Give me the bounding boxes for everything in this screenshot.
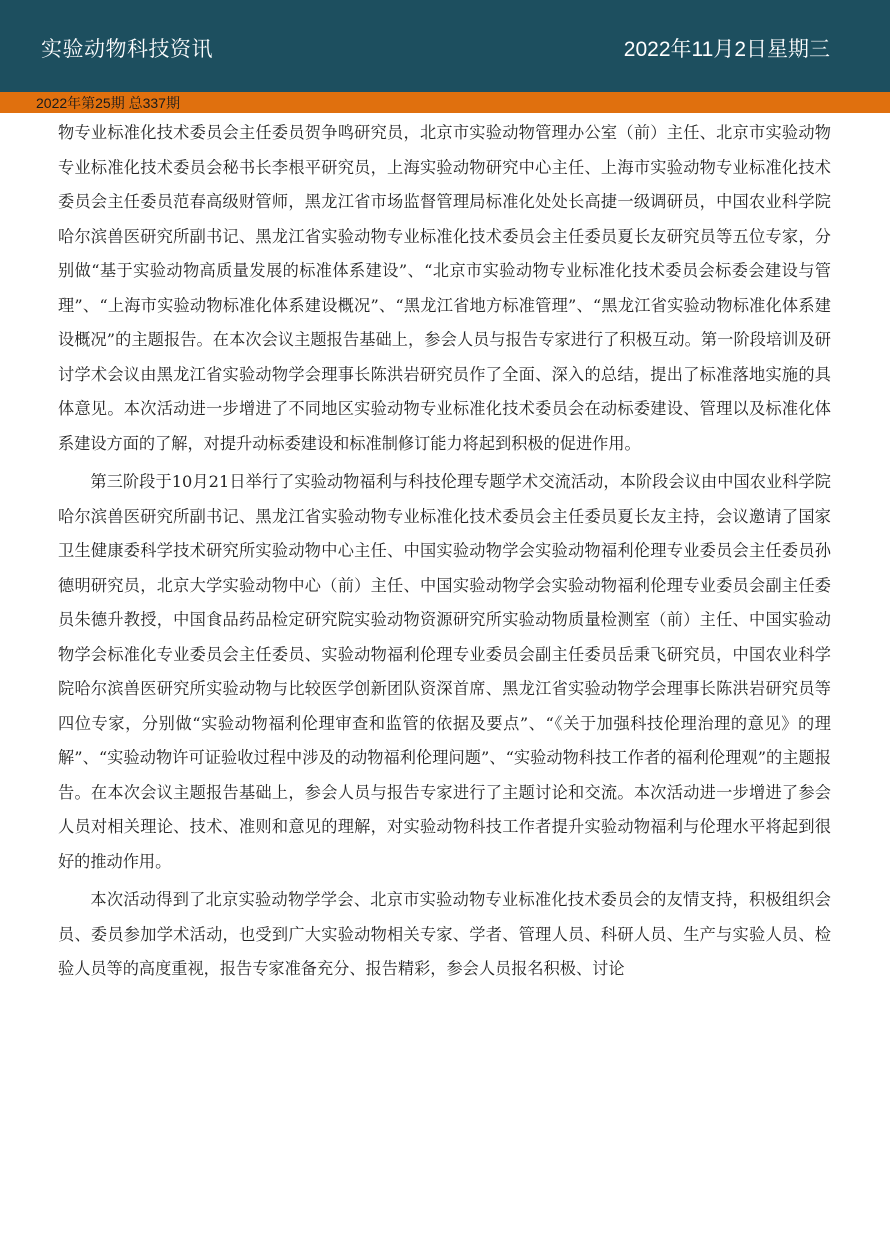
- paragraph: 物专业标准化技术委员会主任委员贺争鸣研究员，北京市实验动物管理办公室（前）主任、北京市实验动物专业标准化技术委员会秘书长李根平研究员，上海实验动物研究中心主任、上海市实验动物专业标准化技术委员会主任委员范春高级财管师，黑龙江省市场监督管理局标准化处处长高捷一级调研员，中国农业科学院哈尔滨兽医研究所副书记、黑龙江省实验动物专业标准化技术委员会主任委员夏长友研究员等五位专家，分别做“基于实验动物高质量发展的标准体系建设”、“北京市实验动物专业标准化技术委员会标委会建设与管理”、“上海市实验动物标准化体系建设概况”、“黑龙江省地方标准管理”、“黑龙江省实验动物标准化体系建设概况”的主题报告。在本次会议主题报告基础上，参会人员与报告专家进行了积极互动。第一阶段培训及研讨学术会议由黑龙江省实验动物学会理事长陈洪岩研究员作了全面、深入的总结，提出了标准落地实施的具体意见。本次活动进一步增进了不同地区实验动物专业标准化技术委员会在动标委建设、管理以及标准化体系建设方面的了解，对提升动标委建设和标准制修订能力将起到积极的促进作用。: [58, 123, 831, 453]
- issue-number: 2022年第25期 总337期: [36, 95, 180, 111]
- publication-title: 实验动物科技资讯: [41, 38, 213, 61]
- paragraph: 第三阶段于10月21日举行了实验动物福利与科技伦理专题学术交流活动，本阶段会议由中国农业科学院哈尔滨兽医研究所副书记、黑龙江省实验动物专业标准化技术委员会主任委员夏长友主持，会议邀请了国家卫生健康委科学技术研究所实验动物中心主任、中国实验动物学会实验动物福利伦理专业委员会主任委员孙德明研究员，北京大学实验动物中心（前）主任、中国实验动物学会实验动物福利伦理专业委员会副主任委员朱德升教授，中国食品药品检定研究院实验动物资源研究所实验动物质量检测室（前）主任、中国实验动物学会标准化专业委员会主任委员、实验动物福利伦理专业委员会副主任委员岳秉飞研究员，中国农业科学院哈尔滨兽医研究所实验动物与比较医学创新团队资深首席、黑龙江省实验动物学会理事长陈洪岩研究员等四位专家，分别做“实验动物福利伦理审查和监管的依据及要点”、“《关于加强科技伦理治理的意见》的理解”、“实验动物许可证验收过程中涉及的动物福利伦理问题”、“实验动物科技工作者的福利伦理观”的主题报告。在本次会议主题报告基础上，参会人员与报告专家进行了主题讨论和交流。本次活动进一步增进了参会人员对相关理论、技术、准则和意见的理解，对实验动物科技工作者提升实验动物福利与伦理水平将起到很好的推动作用。: [58, 472, 831, 871]
- issue-bar: [0, 92, 890, 113]
- paragraph: 本次活动得到了北京实验动物学学会、北京市实验动物专业标准化技术委员会的友情支持，积极组织会员、委员参加学术活动，也受到广大实验动物相关专家、学者、管理人员、科研人员、生产与实验人员、检验人员等的高度重视，报告专家准备充分、报告精彩，参会人员报名积极、讨论: [58, 890, 831, 978]
- page-header: [0, 0, 890, 92]
- publication-date: 2022年11月2日星期三: [623, 38, 830, 61]
- article-body: [58, 116, 831, 987]
